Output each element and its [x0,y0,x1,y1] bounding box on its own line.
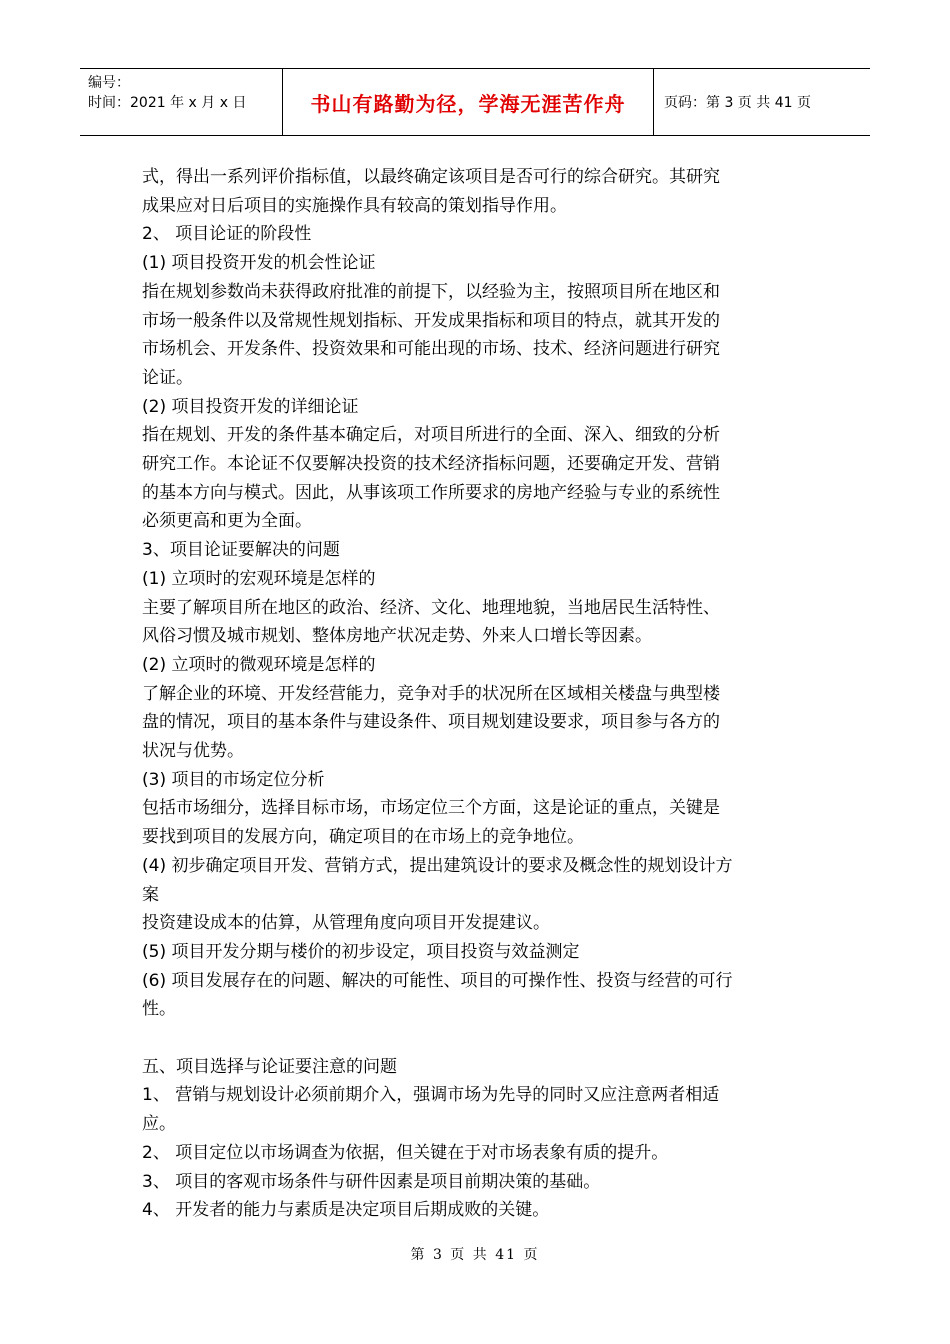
text-line: 1、 营销与规划设计必须前期介入，强调市场为先导的同时又应注意两者相适 [142,1085,720,1106]
text-line: 包括市场细分，选择目标市场，市场定位三个方面，这是论证的重点，关键是 [142,798,720,819]
header-page-code: 页码：第 3 页 共 41 页 [664,95,811,111]
text-line: 投资建设成本的估算，从管理角度向项目开发提建议。 [142,913,550,934]
text-line: 指在规划参数尚未获得政府批准的前提下，以经验为主，按照项目所在地区和 [142,281,720,302]
text-line: 性。 [142,999,176,1020]
page-header [80,68,870,136]
text-line: (3) 项目的市场定位分析 [142,769,325,790]
text-line: (1) 立项时的宏观环境是怎样的 [142,568,376,589]
text-line: 研究工作。本论证不仅要解决投资的技术经济指标问题，还要确定开发、营销 [142,454,720,475]
text-line: (6) 项目发展存在的问题、解决的可能性、项目的可操作性、投资与经营的可行 [142,970,733,991]
text-line: 3、 项目的客观市场条件与研件因素是项目前期决策的基础。 [142,1171,601,1192]
page-footer: 第 3 页 共 41 页 [410,1247,540,1263]
text-line: (5) 项目开发分期与楼价的初步设定，项目投资与效益测定 [142,941,580,962]
text-line: 五、项目选择与论证要注意的问题 [142,1056,397,1077]
text-line: 成果应对日后项目的实施操作具有较高的策划指导作用。 [142,195,567,216]
text-line: 3、项目论证要解决的问题 [142,540,340,561]
text-line: (1) 项目投资开发的机会性论证 [142,253,376,274]
text-line: 状况与优势。 [142,741,244,762]
text-line: 的基本方向与模式。因此，从事该项工作所要求的房地产经验与专业的系统性 [142,482,720,503]
document-number-label: 编号： [88,75,130,91]
text-line: 案 [142,884,159,905]
text-line: 2、 项目论证的阶段性 [142,224,312,245]
blank-line [142,1024,812,1053]
text-line: 市场一般条件以及常规性规划指标、开发成果指标和项目的特点，就其开发的 [142,310,720,331]
text-line: 2、 项目定位以市场调查为依据，但关键在于对市场表象有质的提升。 [142,1142,669,1163]
text-line: 市场机会、开发条件、投资效果和可能出现的市场、技术、经济问题进行研究 [142,339,720,360]
text-line: 4、 开发者的能力与素质是决定项目后期成败的关键。 [142,1200,550,1221]
text-line: (2) 立项时的微观环境是怎样的 [142,654,376,675]
document-time-label: 时间：2021 年 x 月 x 日 [88,95,247,111]
text-line: 必须更高和更为全面。 [142,511,312,532]
text-line: 应。 [142,1114,176,1135]
text-line: (2) 项目投资开发的详细论证 [142,396,359,417]
text-line: (4) 初步确定项目开发、营销方式，提出建筑设计的要求及概念性的规划设计方 [142,855,733,876]
text-line: 要找到项目的发展方向，确定项目的在市场上的竞争地位。 [142,827,584,848]
text-line: 风俗习惯及城市规划、整体房地产状况走势、外来人口增长等因素。 [142,626,652,647]
text-line: 论证。 [142,367,193,388]
text-line: 盘的情况，项目的基本条件与建设条件、项目规划建设要求，项目参与各方的 [142,712,720,733]
header-motto: 书山有路勤为径，学海无涯苦作舟 [282,69,654,135]
text-line: 主要了解项目所在地区的政治、经济、文化、地理地貌，当地居民生活特性、 [142,597,720,618]
text-line: 式，得出一系列评价指标值，以最终确定该项目是否可行的综合研究。其研究 [142,167,720,187]
header-info-cell [80,69,282,135]
text-line: 指在规划、开发的条件基本确定后，对项目所进行的全面、深入、细致的分析 [142,425,720,446]
document-body [142,163,812,1225]
text-line: 了解企业的环境、开发经营能力，竞争对手的状况所在区域相关楼盘与典型楼 [142,683,720,704]
